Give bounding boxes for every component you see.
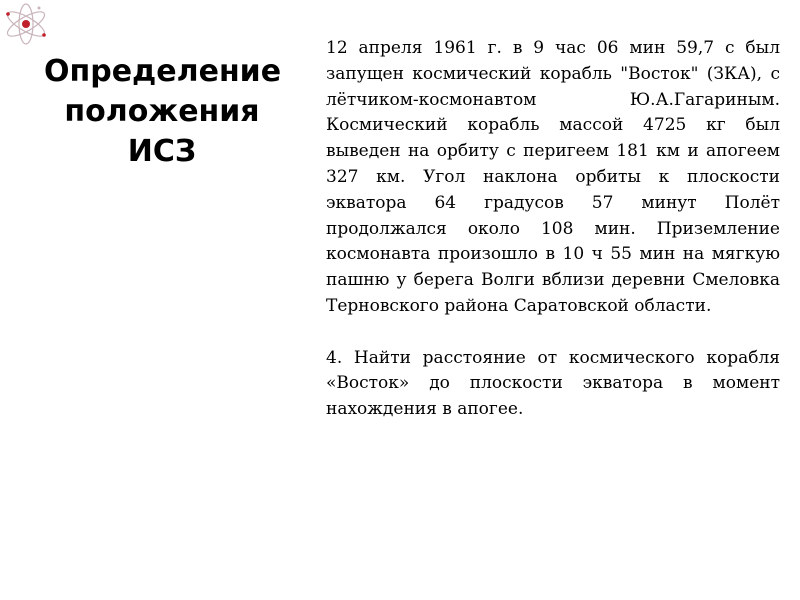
slide-body xyxy=(326,36,780,423)
vostok-description-paragraph: 12 апреля 1961 г. в 9 час 06 мин 59,7 с был запущен космический корабль "Восток" (ЗКА), с лётчиком-космонавтом Ю.А.Гагариным. Космический корабль массой 4725 кг был выведен на орбиту с перигеем 181 км и апогеем 327 км. Угол наклона орбиты к плоскости экватора 64 градусов 57 минут Полёт продолжался около 108 мин. Приземление космонавта произошло в 10 ч 55 мин на мягкую пашню у берега Волги вблизи деревни Смеловка Терновского района Саратовской области. xyxy=(326,38,780,316)
slide-title-line: положения xyxy=(64,94,260,129)
slide-title-line: Определение xyxy=(44,54,282,89)
slide-title-line: ИСЗ xyxy=(127,134,197,169)
slide-title xyxy=(44,52,280,172)
task-paragraph: 4. Найти расстояние от космического корабля «Восток» до плоскости экватора в момент нахождения в апогее. xyxy=(326,347,780,420)
atom-logo-icon xyxy=(2,2,50,46)
